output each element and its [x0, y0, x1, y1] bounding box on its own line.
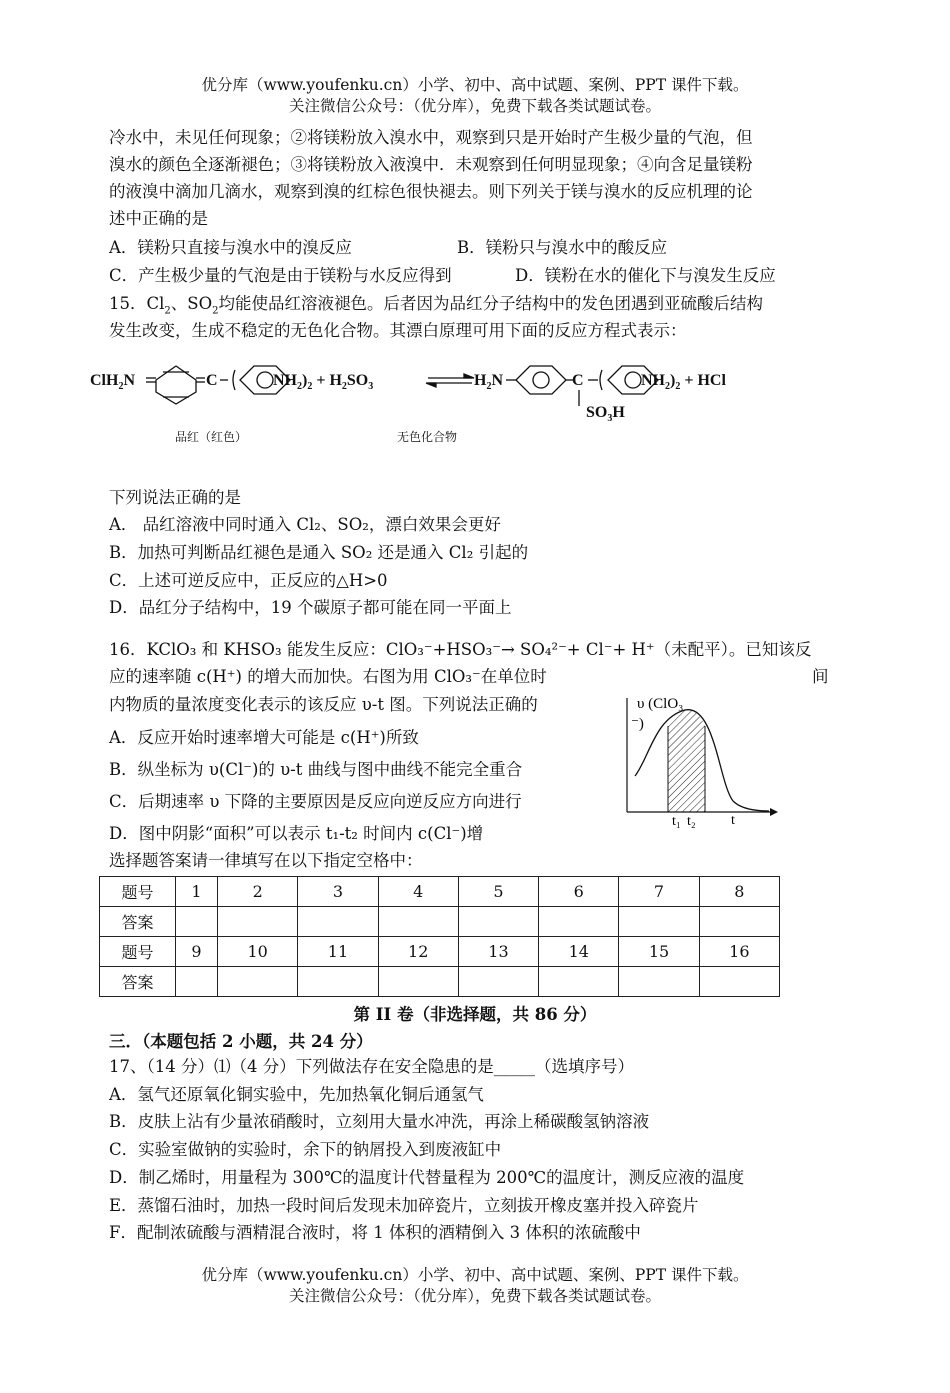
q14-line-1: 冷水中，未见任何现象；②将镁粉放入溴水中，观察到只是开始时产生极少量的气泡，但 — [109, 128, 753, 147]
table-cell: 6 — [539, 877, 619, 907]
graph-t-label: t — [731, 813, 735, 828]
answer-cell[interactable] — [176, 907, 218, 937]
q15-line-2: 发生改变，生成不稳定的无色化合物。其漂白原理可用下面的反应方程式表示： — [109, 321, 687, 340]
eq-left-nh2: $NH_2)_2 + H_2SO_3$ — [273, 372, 374, 393]
graph-y-label-2: ⁻) — [631, 716, 644, 732]
table-cell: 7 — [619, 877, 699, 907]
q14-line-2: 溴水的颜色全逐渐褪色；③将镁粉放入液溴中．未观察到任何明显现象；④向含足量镁粉 — [109, 155, 753, 174]
answer-cell[interactable] — [458, 967, 538, 997]
table-row — [100, 907, 780, 937]
caption-magenta: 品红（红色） — [175, 430, 248, 444]
answer-cell[interactable] — [539, 907, 619, 937]
answer-cell[interactable] — [176, 967, 218, 997]
q17-option-f: F．配制浓硫酸与酒精混合液时，将 1 体积的酒精倒入 3 体积的浓硫酸中 — [109, 1223, 641, 1242]
q16-option-c: C．后期速率 υ 下降的主要原因是反应向逆反应方向进行 — [109, 792, 522, 811]
q16-line-1: 16．KClO₃ 和 KHSO₃ 能发生反应：ClO₃⁻+HSO₃⁻→ SO₄²⁻+ Cl⁻+ H⁺（未配平）。已知该反 — [109, 640, 812, 659]
table-row — [100, 937, 780, 967]
q14-option-c: C．产生极少量的气泡是由于镁粉与水反应得到 — [109, 266, 452, 285]
answer-cell[interactable] — [619, 907, 699, 937]
table-label: 题号 — [100, 937, 176, 967]
q14-line-3: 的液溴中滴加几滴水，观察到溴的红棕色很快褪去。则下列关于镁与溴水的反应机理的论 — [109, 182, 753, 201]
table-cell: 14 — [539, 937, 619, 967]
eq-left-amine: ClH$_2$N — [90, 372, 136, 393]
table-cell: 13 — [458, 937, 538, 967]
q16-line-2: 应的速率随 c(H⁺) 的增大而加快。右图为用 ClO₃⁻在单位时 — [109, 667, 547, 686]
answer-cell[interactable] — [378, 907, 458, 937]
footer-line-1: 优分库（www.youfenku.cn）小学、初中、高中试题、案例、PPT 课件下载。 — [201, 1266, 749, 1284]
eq-right-amine: $H_2N$ — [474, 372, 504, 393]
table-cell: 2 — [218, 877, 298, 907]
q17-option-a: A．氢气还原氧化铜实验中，先加热氧化铜后通氢气 — [109, 1085, 484, 1104]
q17-option-d: D．制乙烯时，用量程为 300℃的温度计代替量程为 200℃的温度计，测反应液的温度 — [109, 1168, 745, 1187]
answer-cell[interactable] — [699, 907, 779, 937]
caption-colorless: 无色化合物 — [397, 430, 458, 444]
table-row — [100, 967, 780, 997]
footer-line-2: 关注微信公众号：（优分库），免费下载各类试题试卷。 — [288, 1287, 661, 1305]
q17-stem: 17、（14 分）⑴（4 分）下列做法存在安全隐患的是_____（选填序号） — [109, 1057, 634, 1076]
table-cell: 10 — [218, 937, 298, 967]
answer-cell[interactable] — [619, 967, 699, 997]
answer-cell[interactable] — [218, 967, 298, 997]
q16-line-3: 内物质的量浓度变化表示的该反应 υ-t 图。下列说法正确的 — [109, 695, 538, 714]
answer-cell[interactable] — [218, 907, 298, 937]
table-cell: 3 — [298, 877, 378, 907]
answer-cell[interactable] — [699, 967, 779, 997]
answer-cell[interactable] — [298, 967, 378, 997]
graph-y-label-1: υ (ClO₃ — [637, 696, 684, 712]
table-cell: 12 — [378, 937, 458, 967]
q16-option-b: B．纵坐标为 υ(Cl⁻)的 υ-t 曲线与图中曲线不能完全重合 — [109, 760, 523, 779]
q17-option-e: E．蒸馏石油时，加热一段时间后发现未加碎瓷片，立刻拔开橡皮塞并投入碎瓷片 — [109, 1196, 699, 1215]
eq-right-nh2: $NH_2)_2$ + HCl — [641, 372, 726, 393]
q16-line-2-end: 间 — [812, 667, 829, 686]
table-cell: 11 — [298, 937, 378, 967]
q14-line-4: 述中正确的是 — [109, 209, 208, 228]
table-label: 答案 — [100, 907, 176, 937]
table-row — [100, 877, 780, 907]
eq-so3h: $SO_3H$ — [586, 404, 625, 425]
q15-option-a: A． 品红溶液中同时通入 Cl₂、SO₂，漂白效果会更好 — [109, 515, 501, 534]
graph-t1-label: t₁ — [672, 814, 681, 829]
q14-option-d: D．镁粉在水的催化下与溴发生反应 — [515, 266, 776, 285]
table-cell: 15 — [619, 937, 699, 967]
table-label: 题号 — [100, 877, 176, 907]
part2-title: 第 II 卷（非选择题，共 86 分） — [353, 1005, 597, 1024]
header-line-1: 优分库（www.youfenku.cn）小学、初中、高中试题、案例、PPT 课件下载。 — [201, 76, 749, 94]
table-cell: 1 — [176, 877, 218, 907]
rate-time-graph — [615, 688, 785, 833]
section-3-heading: 三．（本题包括 2 小题，共 24 分） — [109, 1032, 373, 1051]
answer-cell[interactable] — [458, 907, 538, 937]
q15-option-c: C．上述可逆反应中，正反应的△H>0 — [109, 571, 388, 590]
table-cell: 16 — [699, 937, 779, 967]
table-cell: 5 — [458, 877, 538, 907]
table-label: 答案 — [100, 967, 176, 997]
q14-option-b: B．镁粉只与溴水中的酸反应 — [457, 238, 668, 257]
q16-option-d: D．图中阴影“面积”可以表示 t₁-t₂ 时间内 c(Cl⁻)增 — [109, 824, 484, 843]
header-line-2: 关注微信公众号：（优分库），免费下载各类试题试卷。 — [288, 97, 661, 115]
q15-line-1: 15．$Cl_2$、$SO_2$均能使品红溶液褪色。后者因为品红分子结构中的发色团遇到亚硫酸后结构 — [109, 294, 763, 317]
table-cell: 9 — [176, 937, 218, 967]
table-cell: 4 — [378, 877, 458, 907]
answer-cell[interactable] — [298, 907, 378, 937]
eq-right-carbon: C — [572, 372, 584, 389]
answer-cell[interactable] — [539, 967, 619, 997]
answer-table — [99, 876, 780, 997]
eq-left-carbon: C — [206, 372, 218, 389]
q15-option-b: B．加热可判断品红褪色是通入 SO₂ 还是通入 Cl₂ 引起的 — [109, 543, 529, 562]
answer-cell[interactable] — [378, 967, 458, 997]
q16-option-a: A．反应开始时速率增大可能是 c(H⁺)所致 — [109, 728, 419, 747]
graph-t2-label: t₂ — [687, 814, 696, 829]
answer-note: 选择题答案请一律填写在以下指定空格中： — [109, 851, 423, 870]
q17-option-b: B．皮肤上沾有少量浓硝酸时，立刻用大量水冲洗，再涂上稀碳酸氢钠溶液 — [109, 1112, 650, 1131]
table-cell: 8 — [699, 877, 779, 907]
q15-stem: 下列说法正确的是 — [109, 488, 241, 507]
q15-option-d: D．品红分子结构中，19 个碳原子都可能在同一平面上 — [109, 598, 512, 617]
q14-option-a: A．镁粉只直接与溴水中的溴反应 — [109, 238, 352, 257]
q17-option-c: C．实验室做钠的实验时，余下的钠屑投入到废液缸中 — [109, 1140, 502, 1159]
shaded-area — [668, 710, 705, 812]
